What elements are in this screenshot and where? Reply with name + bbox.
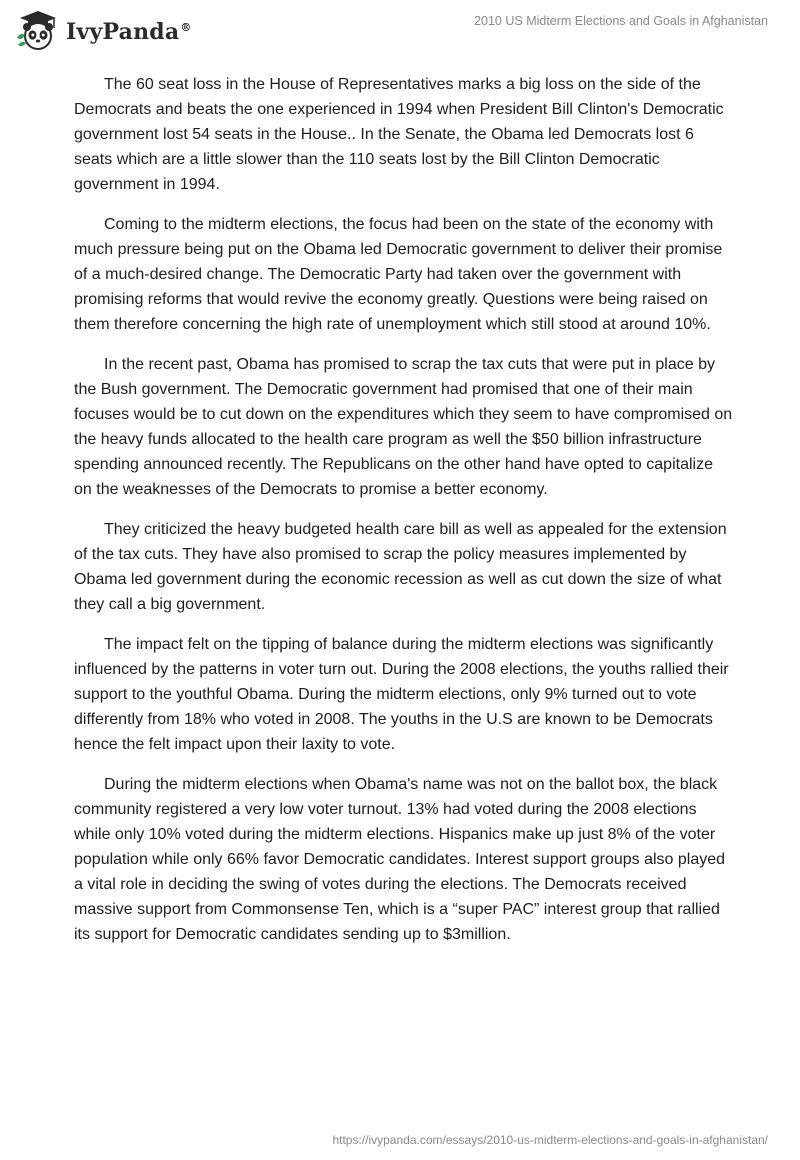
essay-body (74, 72, 734, 962)
paragraph: The 60 seat loss in the House of Representatives marks a big loss on the side of the Democrats and beats the one experienced in 1994 when President Bill Clinton's Democratic government lost 54 seats in the House.. In the Senate, the Obama led Democrats lost 6 seats which are a little slower than the 110 seats lost by the Bill Clinton Democratic government in 1994. (74, 76, 724, 193)
paragraph: In the recent past, Obama has promised to scrap the tax cuts that were put in place by the Bush government. The Democratic government had promised that one of their main focuses would be to cut down on the expenditures which they seem to have compromised on the heavy funds allocated to the health care program as well the $50 billion infrastructure spending announced recently. The Republicans on the other hand have opted to capitalize on the weaknesses of the Democrats to promise a better economy. (74, 356, 733, 498)
paragraph: They criticized the heavy budgeted health care bill as well as appealed for the extension of the tax cuts. They have also promised to scrap the policy measures implemented by Obama led government during the economic recession as well as cut down the size of what they call a big government. (74, 521, 727, 613)
ivypanda-logo[interactable] (14, 8, 192, 52)
page-header (0, 0, 800, 60)
paragraph: During the midterm elections when Obama's name was not on the ballot box, the black community registered a very low voter turnout. 13% had voted during the 2008 elections while only 10% voted during the midterm elections. Hispanics make up just 8% of the voter population while only 66% favor Democratic candidates. Interest support groups also played a vital role in deciding the swing of votes during the elections. The Democrats received massive support from Commonsense Ten, which is a “super PAC” interest group that rallied its support for Democratic candidates sending up to $3million. (74, 776, 726, 943)
paragraph: The impact felt on the tipping of balance during the midterm elections was significantly influenced by the patterns in voter turn out. During the 2008 elections, the youths rallied their support to the youthful Obama. During the midterm elections, only 9% turned out to vote differently from 18% who voted in 2008. The youths in the U.S are known to be Democrats hence the felt impact upon their laxity to vote. (74, 636, 729, 753)
registered-mark: ® (180, 20, 192, 34)
logo-text: IvyPanda® (66, 19, 192, 45)
paragraph: Coming to the midterm elections, the focus had been on the state of the economy with much pressure being put on the Obama led Democratic government to deliver their promise of a much-desired change. The Democratic Party had taken over the government with promising reforms that would revive the economy greatly. Questions were being raised on them therefore concerning the high rate of unemployment which still stood at around 10%. (74, 216, 723, 333)
source-url[interactable]: https://ivypanda.com/essays/2010-us-midterm-elections-and-goals-in-afghanistan/ (332, 1133, 768, 1147)
panda-graduation-cap-icon (14, 8, 62, 52)
document-title: 2010 US Midterm Elections and Goals in Afghanistan (474, 14, 768, 28)
